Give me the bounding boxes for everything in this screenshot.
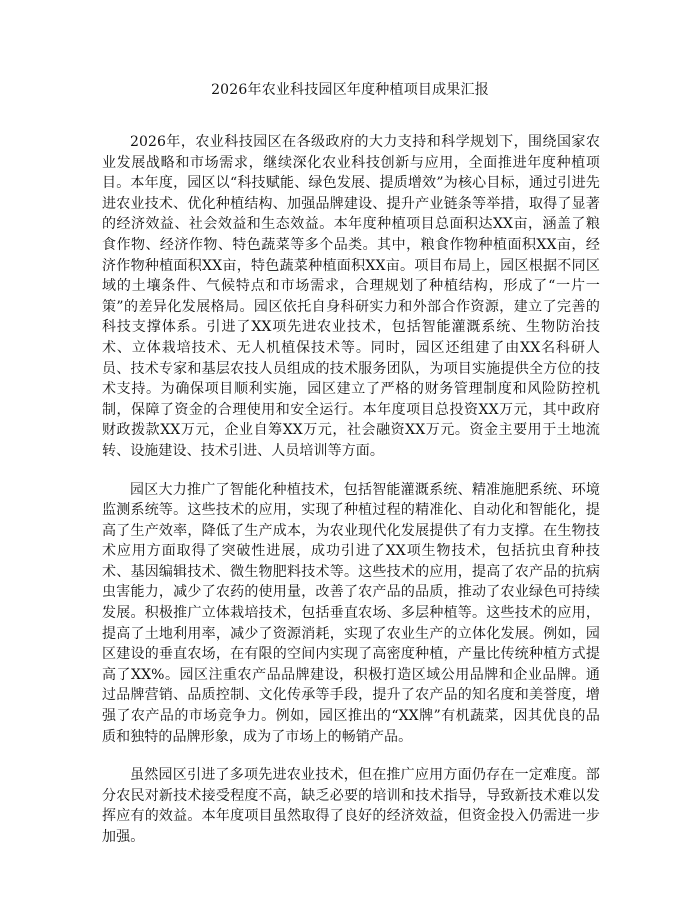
paragraph-challenges: 虽然园区引进了多项先进农业技术，但在推广应用方面仍存在一定难度。部分农民对新技术接受程度不高，缺乏必要的培训和技术指导，导致新技术难以发挥应有的效益。本年度项目虽然取得了良好的经济效益，但资金投入仍需进一步加强。 [102,767,600,845]
document-body [102,132,600,866]
paragraph-overview: 2026年，农业科技园区在各级政府的大力支持和科学规划下，围绕国家农业发展战略和市场需求，继续深化农业科技创新与应用，全面推进年度种植项目。本年度，园区以“科技赋能、绿色发展、提质增效”为核心目标，通过引进先进农业技术、优化种植结构、加强品牌建设、提升产业链条等举措，取得了显著的经济效益、社会效益和生态效益。本年度种植项目总面积达XX亩，涵盖了粮食作物、经济作物、特色蔬菜等多个品类。其中，粮食作物种植面积XX亩，经济作物种植面积XX亩，特色蔬菜种植面积XX亩。项目布局上，园区根据不同区域的土壤条件、气候特点和市场需求，合理规划了种植结构，形成了“一片一策”的差异化发展格局。园区依托自身科研实力和外部合作资源，建立了完善的科技支撑体系。引进了XX项先进农业技术，包括智能灌溉系统、生物防治技术、立体栽培技术、无人机植保技术等。同时，园区还组建了由XX名科研人员、技术专家和基层农技人员组成的技术服务团队，为项目实施提供全方位的技术支持。为确保项目顺利实施，园区建立了严格的财务管理制度和风险防控机制，保障了资金的合理使用和安全运行。本年度项目总投资XX万元，其中政府财政拨款XX万元，企业自筹XX万元，社会融资XX万元。资金主要用于土地流转、设施建设、技术引进、人员培训等方面。 [102,134,600,459]
paragraph-technology: 园区大力推广了智能化种植技术，包括智能灌溉系统、精准施肥系统、环境监测系统等。这些技术的应用，实现了种植过程的精准化、自动化和智能化，提高了生产效率，降低了生产成本，为农业现代化发展提供了有力支撑。在生物技术应用方面取得了突破性进展，成功引进了XX项生物技术，包括抗虫育种技术、基因编辑技术、微生物肥料技术等。这些技术的应用，提高了农产品的抗病虫害能力，减少了农药的使用量，改善了农产品的品质，推动了农业绿色可持续发展。积极推广立体栽培技术，包括垂直农场、多层种植等。这些技术的应用，提高了土地利用率，减少了资源消耗，实现了农业生产的立体化发展。例如，园区建设的垂直农场，在有限的空间内实现了高密度种植，产量比传统种植方式提高了XX%。园区注重农产品品牌建设，积极打造区域公用品牌和企业品牌。通过品牌营销、品质控制、文化传承等手段，提升了农产品的知名度和美誉度，增强了农产品的市场竞争力。例如，园区推出的“XX牌”有机蔬菜，因其优良的品质和独特的品牌形象，成为了市场上的畅销产品。 [102,481,600,745]
document-title: 2026年农业科技园区年度种植项目成果汇报 [211,82,489,98]
